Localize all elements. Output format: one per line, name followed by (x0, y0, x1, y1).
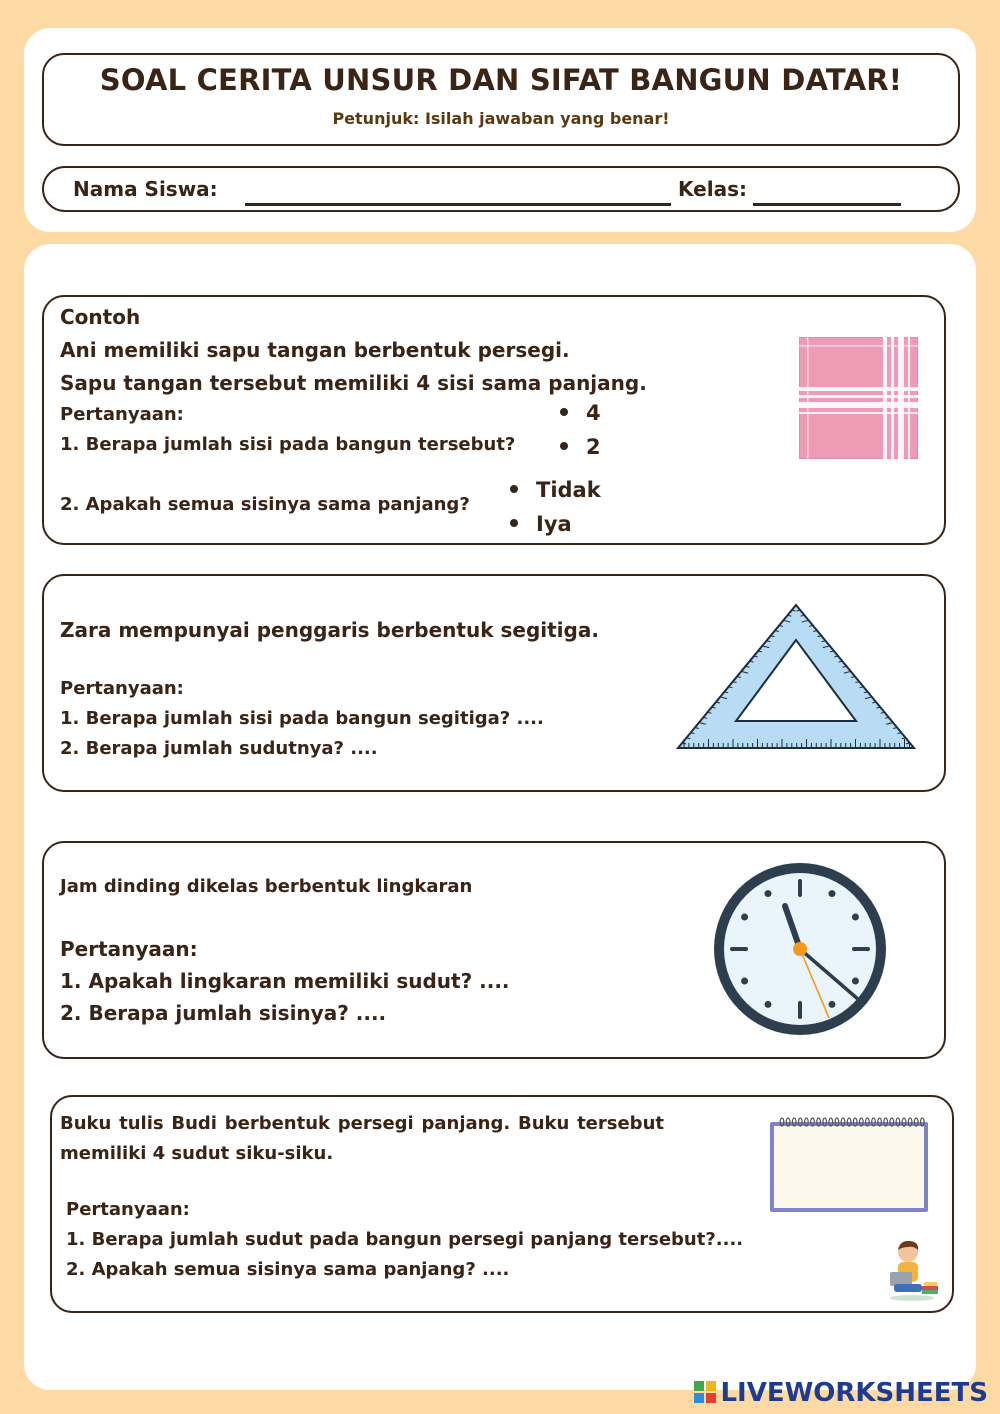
class-label: Kelas: (678, 177, 747, 201)
example-story-line1: Ani memiliki sapu tangan berbentuk persegi. (60, 338, 570, 362)
triangle-story: Zara mempunyai penggaris berbentuk segitiga. (60, 618, 599, 642)
rectangle-question-2: 2. Apakah semua sisinya sama panjang? .... (66, 1259, 510, 1280)
option-q2-b[interactable]: Iya (510, 512, 572, 536)
example-story-line2: Sapu tangan tersebut memiliki 4 sisi sama panjang. (60, 371, 647, 395)
example-heading: Contoh (60, 305, 141, 329)
title-box (42, 53, 960, 146)
example-question-1: 1. Berapa jumlah sisi pada bangun tersebut? (60, 434, 516, 455)
option-q2-a[interactable]: Tidak (510, 478, 601, 502)
name-field[interactable] (245, 203, 671, 206)
rectangle-story: Buku tulis Budi berbentuk persegi panjang. Buku tersebut memiliki 4 sudut siku-siku. (60, 1113, 664, 1164)
rectangle-question-label: Pertanyaan: (66, 1199, 190, 1220)
handkerchief-image (799, 337, 918, 459)
triangle-question-1: 1. Berapa jumlah sisi pada bangun segitiga? .... (60, 708, 544, 729)
instructions: Petunjuk: Isilah jawaban yang benar! (332, 109, 670, 128)
triangle-ruler-image (676, 602, 916, 752)
wall-clock-image (709, 858, 891, 1040)
notebook-image (768, 1116, 930, 1214)
circle-story: Jam dinding dikelas berbentuk lingkaran (60, 876, 473, 897)
liveworksheets-logo: LIVEWORKSHEETS (694, 1378, 988, 1408)
liveworksheets-icon (694, 1381, 716, 1403)
page-title: SOAL CERITA UNSUR DAN SIFAT BANGUN DATAR! (99, 63, 903, 97)
student-info-box (42, 166, 960, 212)
name-label: Nama Siswa: (73, 177, 218, 201)
circle-question-2: 2. Berapa jumlah sisinya? .... (60, 1001, 387, 1025)
circle-question-1: 1. Apakah lingkaran memiliki sudut? .... (60, 969, 510, 993)
triangle-question-2: 2. Berapa jumlah sudutnya? .... (60, 738, 378, 759)
triangle-question-label: Pertanyaan: (60, 678, 184, 699)
class-field[interactable] (753, 203, 901, 206)
student-reading-icon (884, 1238, 942, 1302)
example-question-label: Pertanyaan: (60, 404, 184, 425)
circle-question-label: Pertanyaan: (60, 937, 198, 961)
option-q1-b[interactable]: 2 (560, 435, 601, 459)
option-q1-a[interactable]: 4 (560, 401, 601, 425)
rectangle-question-1: 1. Berapa jumlah sudut pada bangun persegi panjang tersebut?.... (66, 1229, 744, 1250)
example-question-2: 2. Apakah semua sisinya sama panjang? (60, 494, 470, 515)
